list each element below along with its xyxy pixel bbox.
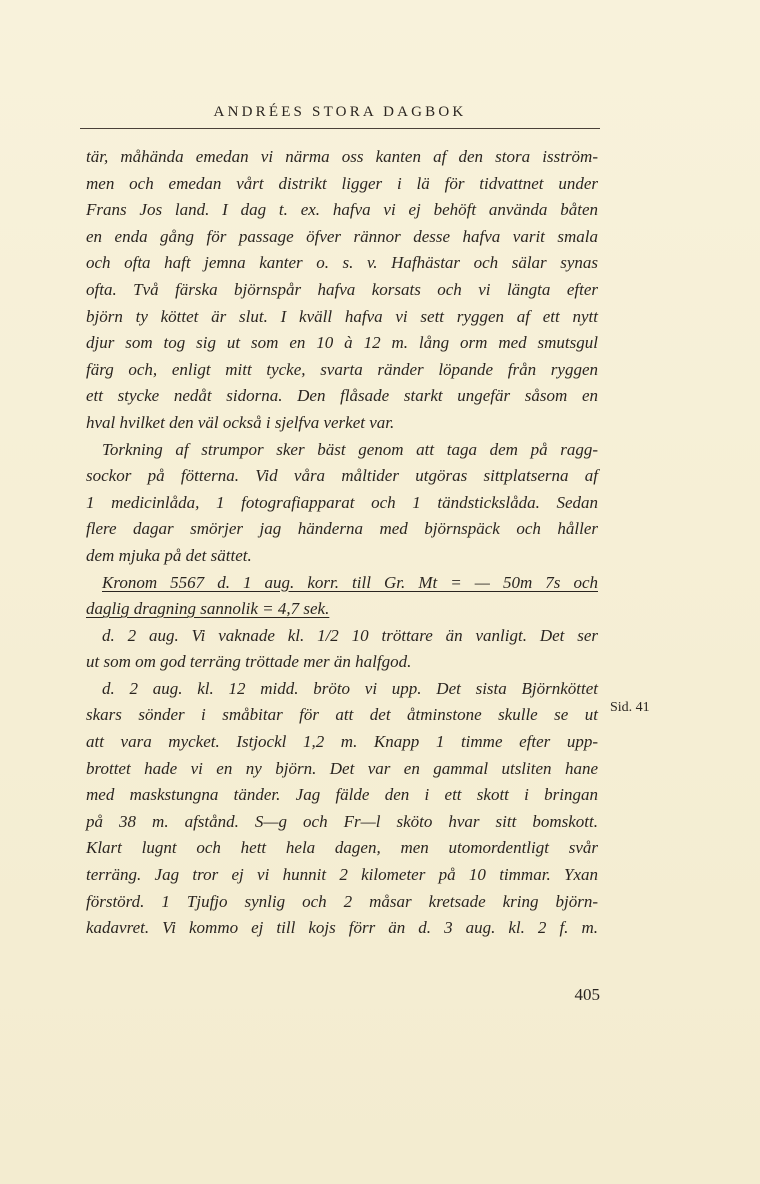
text-line: Klart lugnt och hett hela dagen, men utomordentligt svår xyxy=(86,838,598,858)
margin-note: Sid. 41 xyxy=(610,700,650,715)
text-line: färg och, enligt mitt tycke, svarta ränder löpande från ryggen xyxy=(86,359,598,379)
text-line: d. 2 aug. Vi vaknade kl. 1/2 10 tröttare än vanligt. Det ser xyxy=(102,625,598,645)
text-line: brottet hade vi en ny björn. Det var en gammal utsliten hane xyxy=(86,758,598,778)
text-line: dem mjuka på det sättet. xyxy=(86,545,252,565)
text-line: med maskstungna tänder. Jag fälde den i ett skott i bringan xyxy=(86,785,598,805)
text-line: skars sönder i småbitar för att det åtminstone skulle se ut xyxy=(86,705,598,725)
page-number: 405 xyxy=(574,985,600,1004)
text-line: djur som tog sig ut som en 10 à 12 m. lång orm med smutsgul xyxy=(86,333,598,353)
text-line: kadavret. Vi kommo ej till kojs förr än d. 3 aug. kl. 2 f. m. xyxy=(86,918,598,938)
text-line: Frans Jos land. I dag t. ex. hafva vi ej behöft använda båten xyxy=(86,200,598,220)
text-line: och ofta haft jemna kanter o. s. v. Hafhästar och sälar synas xyxy=(86,253,598,273)
text-line: förstörd. 1 Tjufjo synlig och 2 måsar kretsade kring björn- xyxy=(86,891,598,911)
text-line: men och emedan vårt distrikt ligger i lä för tidvattnet under xyxy=(86,173,598,193)
text-line: att vara mycket. Istjockl 1,2 m. Knapp 1 timme efter upp- xyxy=(86,732,598,752)
body-text xyxy=(86,144,598,942)
text-line: d. 2 aug. kl. 12 midd. bröto vi upp. Det sista Björnköttet xyxy=(102,678,598,698)
text-line: 1 medicinlåda, 1 fotografiapparat och 1 tändstickslåda. Sedan xyxy=(86,492,598,512)
text-line: ett stycke nedåt sidorna. Den flåsade starkt ungefär såsom en xyxy=(86,386,598,406)
text-line: ut som om god terräng tröttade mer än halfgod. xyxy=(86,652,412,672)
text-line: daglig dragning sannolik = 4,7 sek. xyxy=(86,599,330,619)
text-line: en enda gång för passage öfver rännor desse hafva varit smala xyxy=(86,226,598,246)
text-line: terräng. Jag tror ej vi hunnit 2 kilometer på 10 timmar. Yxan xyxy=(86,865,598,885)
text-line: på 38 m. afstånd. S—g och Fr—l sköto hvar sitt bomskott. xyxy=(86,811,598,831)
text-line: ofta. Två färska björnspår hafva korsats och vi längta efter xyxy=(86,279,598,299)
text-line: hval hvilket den väl också i sjelfva verket var. xyxy=(86,412,395,432)
running-head: ANDRÉES STORA DAGBOK xyxy=(213,104,467,120)
text-line: Torkning af strumpor sker bäst genom att taga dem på ragg- xyxy=(102,439,598,459)
text-line: björn ty köttet är slut. I kväll hafva vi sett ryggen af ett nytt xyxy=(86,306,598,326)
text-line: tär, måhända emedan vi närma oss kanten af den stora isström- xyxy=(86,147,598,166)
header-rule xyxy=(80,128,600,129)
text-line: sockor på fötterna. Vid våra måltider utgöras sittplatserna af xyxy=(86,466,598,486)
text-line: Kronom 5567 d. 1 aug. korr. till Gr. Mt = — 50m 7s och xyxy=(102,572,598,592)
text-line: flere dagar smörjer jag händerna med björnspäck och håller xyxy=(86,519,598,539)
